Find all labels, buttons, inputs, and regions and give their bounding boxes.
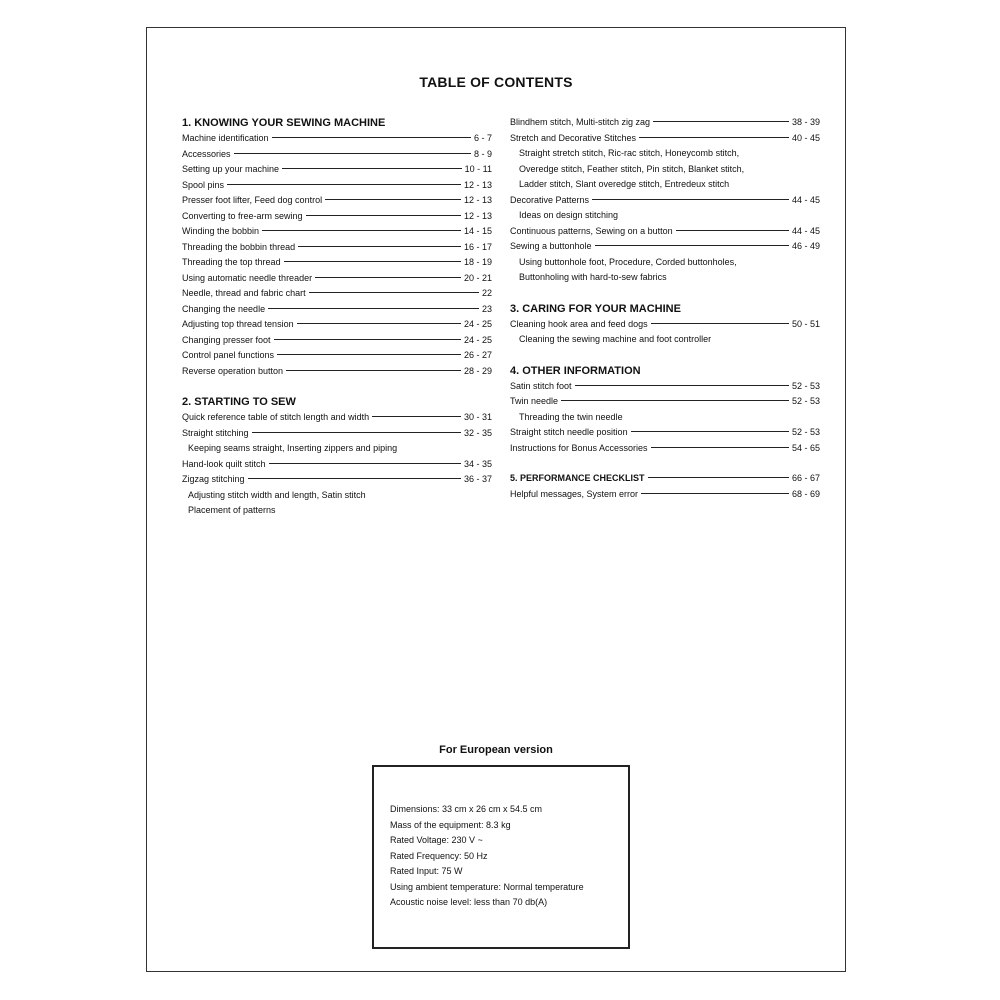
entry-title: Adjusting top thread tension [182,319,294,329]
section-heading-text: 5. PERFORMANCE CHECKLIST [510,473,645,483]
entry-title: Satin stitch foot [510,380,572,391]
toc-entry [182,302,492,318]
entry-title: Decorative Patterns [510,194,590,205]
entry-title: Straight stitch needle position [510,427,628,437]
dot-leader [592,199,789,200]
entry-title: Blindhem stitch, Multi-stitch zig zag [510,117,651,127]
toc-subentry: Using buttonhole foot, Procedure, Corded buttonholes, [519,256,737,267]
toc-entry [182,178,492,194]
entry-title: Winding the bobbin [182,226,260,236]
toc-left-column [182,115,492,534]
page-number: 24 - 25 [463,319,492,329]
dot-leader [286,370,461,371]
spec-line: Dimensions: 33 cm x 26 cm x 54.5 cm [390,804,543,814]
entry-title: Threading the top thread [182,257,281,267]
page-number: 36 - 37 [463,474,492,484]
dot-leader [274,339,461,340]
toc-subentry: Adjusting stitch width and length, Satin stitch [188,489,366,500]
page-number: 12 - 13 [463,179,492,190]
entry-title: Using automatic needle threader [182,272,313,283]
toc-entry [182,333,492,349]
section-heading: 1. KNOWING YOUR SEWING MACHINE [182,117,386,129]
entry-title: Hand-look quilt stitch [182,458,266,469]
toc-entry [182,147,492,163]
document-page [146,27,846,972]
toc-entry [182,209,492,225]
page-number: 50 - 51 [791,318,820,329]
entry-title: Accessories [182,148,231,159]
toc-right-column [510,115,820,517]
toc-entry [510,487,820,503]
toc-entry [510,239,820,255]
page-number: 52 - 53 [791,396,820,406]
dot-leader [262,230,461,231]
spec-line: Rated Input: 75 W [390,866,463,876]
dot-leader [269,463,461,464]
section-heading: 3. CARING FOR YOUR MACHINE [510,302,681,315]
section-heading [510,471,820,487]
page-number: 16 - 17 [463,241,492,252]
toc-section [510,471,820,502]
dot-leader [651,447,789,448]
entry-title: Needle, thread and fabric chart [182,288,306,298]
dot-leader [309,292,479,293]
dot-leader [234,153,471,154]
toc-entry [182,131,492,147]
page-number: 38 - 39 [791,117,820,127]
entry-title: Quick reference table of stitch length and width [182,412,370,422]
page-number: 52 - 53 [791,427,820,437]
dot-leader [639,137,789,138]
page-number: 10 - 11 [464,164,492,174]
page-number: 28 - 29 [463,365,492,376]
dot-leader [268,308,479,309]
page-number: 40 - 45 [791,132,820,143]
toc-entry [182,426,492,442]
dot-leader [282,168,462,169]
entry-title: Presser foot lifter, Feed dog control [182,195,323,205]
toc-subentry: Ladder stitch, Slant overedge stitch, Entredeux stitch [519,179,730,189]
entry-title: Control panel functions [182,350,275,360]
dot-leader [272,137,471,138]
toc-subentry: Placement of patterns [188,505,276,515]
dot-leader [676,230,789,231]
section-heading: 4. OTHER INFORMATION [510,364,641,377]
toc-subentry: Keeping seams straight, Inserting zippers and piping [188,443,398,453]
dot-leader [372,416,461,417]
page-number: 22 [481,288,492,298]
spec-list [390,802,584,911]
entry-title: Instructions for Bonus Accessories [510,442,648,453]
toc-entry [510,131,820,147]
dot-leader [227,184,461,185]
dot-leader [248,478,461,479]
dot-leader [298,246,461,247]
page-number: 52 - 53 [791,380,820,391]
dot-leader [252,432,461,433]
section-heading: 2. STARTING TO SEW [182,396,296,408]
toc-entry [510,193,820,209]
toc-entry [182,472,492,488]
entry-title: Straight stitching [182,427,249,438]
european-version-label: For European version [439,744,553,756]
toc-section [182,394,492,519]
toc-subentry: Cleaning the sewing machine and foot controller [519,334,712,344]
page-number: 54 - 65 [791,442,820,453]
entry-title: Cleaning hook area and feed dogs [510,318,648,329]
page-number: 66 - 67 [791,473,820,483]
dot-leader [306,215,461,216]
toc-entry [182,286,492,302]
dot-leader [595,245,789,246]
toc-subentry: Overedge stitch, Feather stitch, Pin stitch, Blanket stitch, [519,163,745,174]
entry-title: Converting to free-arm sewing [182,210,303,221]
entry-title: Zigzag stitching [182,474,245,484]
dot-leader [561,400,789,401]
dot-leader [648,477,789,478]
toc-section [510,363,820,457]
toc-entry [182,457,492,473]
toc-entry [510,379,820,395]
toc-entry [182,317,492,333]
entry-title: Stretch and Decorative Stitches [510,132,637,143]
page-number: 20 - 21 [463,272,492,283]
toc-entry [182,410,492,426]
page-number: 32 - 35 [463,427,492,438]
entry-title: Sewing a buttonhole [510,241,592,251]
dot-leader [315,277,461,278]
page-number: 24 - 25 [463,334,492,345]
page-number: 44 - 45 [791,194,820,205]
toc-entry [510,425,820,441]
entry-title: Spool pins [182,179,225,190]
dot-leader [631,431,789,432]
toc-entry [182,240,492,256]
page-number: 18 - 19 [463,257,492,267]
page-number: 26 - 27 [463,350,492,360]
toc-entry [182,348,492,364]
dot-leader [277,354,461,355]
spec-line: Rated Frequency: 50 Hz [390,850,488,861]
page-number: 12 - 13 [463,210,492,221]
dot-leader [297,323,461,324]
toc-entry [182,224,492,240]
dot-leader [651,323,789,324]
toc-subentry: Threading the twin needle [519,411,623,422]
dot-leader [575,385,789,386]
toc-entry [510,224,820,240]
dot-leader [641,493,789,494]
dot-leader [325,199,461,200]
toc-entry [182,271,492,287]
spec-line: Mass of the equipment: 8.3 kg [390,819,511,830]
page-number: 34 - 35 [463,458,492,469]
toc-section [510,301,820,348]
spec-line: Using ambient temperature: Normal temperature [390,881,584,892]
entry-title: Threading the bobbin thread [182,241,296,252]
entry-title: Continuous patterns, Sewing on a button [510,225,673,236]
page-number: 23 [481,303,492,314]
spec-line: Rated Voltage: 230 V ~ [390,835,483,845]
toc-subentry: Buttonholing with hard-to-sew fabrics [519,272,667,282]
page-number: 30 - 31 [463,412,492,422]
toc-entry [182,364,492,380]
toc-entry [510,394,820,410]
page-number: 8 - 9 [473,148,492,159]
entry-title: Machine identification [182,133,269,143]
toc-subentry: Ideas on design stitching [519,210,619,220]
entry-title: Helpful messages, System error [510,488,639,499]
spec-box [372,765,630,949]
page-number: 6 - 7 [473,133,492,143]
entry-title: Setting up your machine [182,164,280,174]
toc-section [510,115,820,286]
page-number: 68 - 69 [791,488,820,499]
toc-section [182,115,492,379]
dot-leader [284,261,461,262]
entry-title: Changing presser foot [182,334,271,345]
toc-subentry: Straight stretch stitch, Ric-rac stitch, Honeycomb stitch, [519,148,740,158]
entry-title: Reverse operation button [182,365,284,376]
toc-entry [510,115,820,131]
toc-entry [182,162,492,178]
toc-entry [182,193,492,209]
dot-leader [653,121,789,122]
page-number: 12 - 13 [463,195,492,205]
spec-line: Acoustic noise level: less than 70 db(A) [390,897,548,907]
toc-entry [182,255,492,271]
page-number: 44 - 45 [791,225,820,236]
page-number: 14 - 15 [463,226,492,236]
entry-title: Twin needle [510,396,559,406]
page-number: 46 - 49 [791,241,820,251]
entry-title: Changing the needle [182,303,266,314]
toc-entry [510,317,820,333]
page-title: TABLE OF CONTENTS [419,74,573,90]
toc-entry [510,441,820,457]
